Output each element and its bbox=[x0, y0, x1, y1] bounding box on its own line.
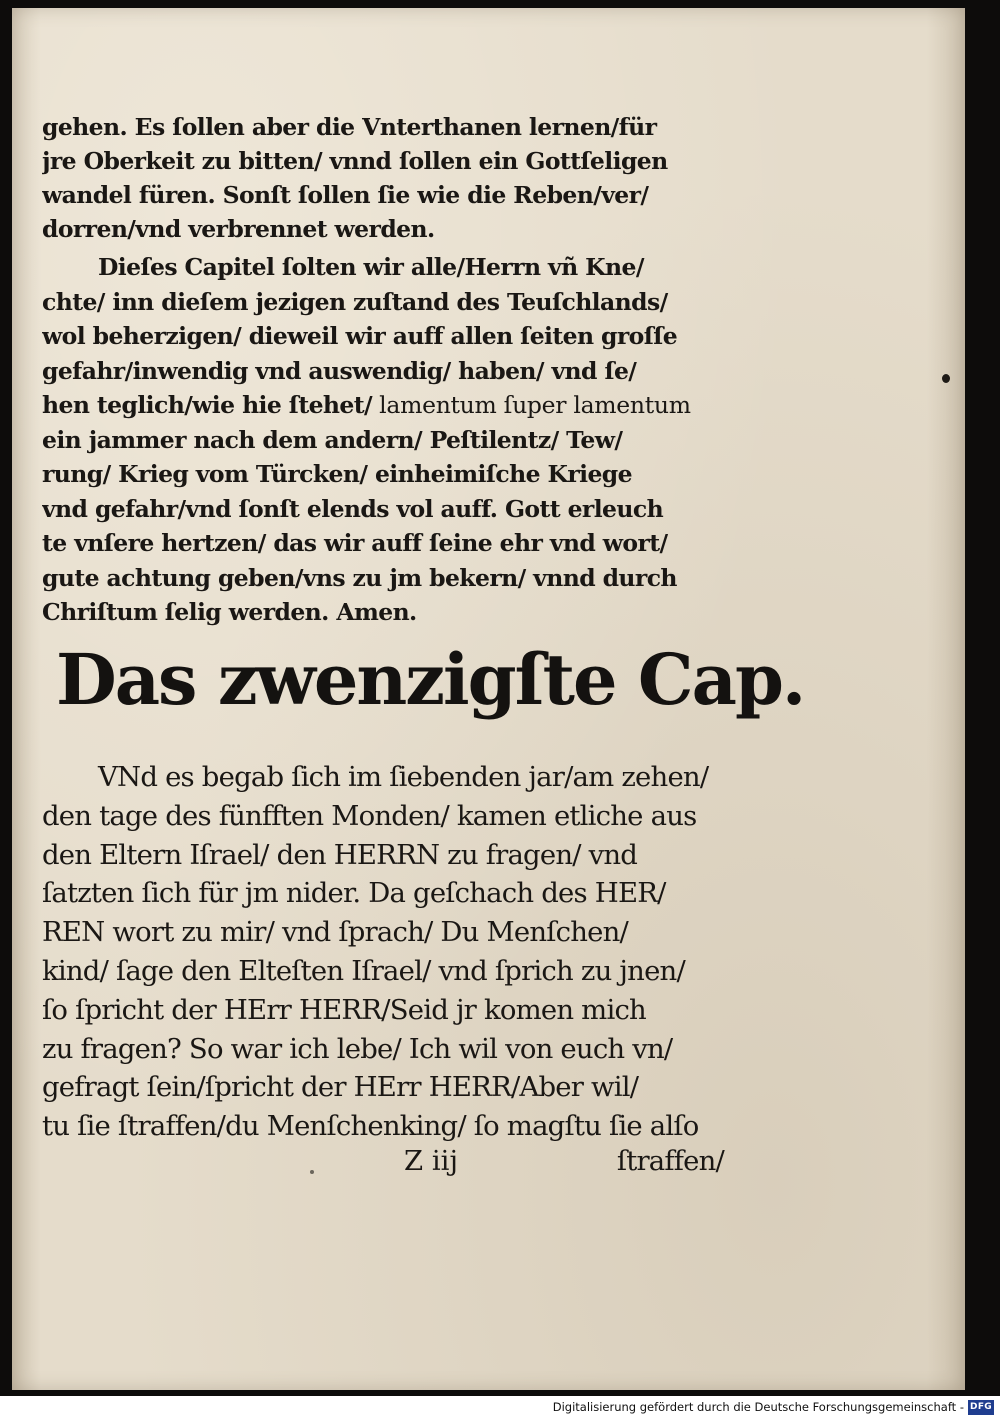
signature-mark: Z iij bbox=[404, 1145, 458, 1177]
text-line-mixed bbox=[42, 388, 732, 423]
ink-speck bbox=[942, 374, 950, 383]
text-line: REN wort zu mir/ vnd ſprach/ Du Menſchen/ bbox=[42, 916, 629, 949]
text-line: zu fragen? So war ich lebe/ Ich wil von euch vn/ bbox=[42, 1032, 673, 1065]
catchword: ſtraffen/ bbox=[616, 1145, 724, 1177]
text-line: ſo ſpricht der HErr HERR/Seid jr komen mich bbox=[42, 993, 646, 1026]
text-line: wandel füren. Sonſt ſollen ſie wie die Reben/ver/ bbox=[42, 181, 649, 209]
page-footer bbox=[42, 1145, 732, 1189]
dfg-logo-icon: DFG bbox=[968, 1400, 994, 1415]
chapter-text bbox=[42, 758, 788, 1146]
text-line: wol beherzigen/ dieweil wir auff allen ſeiten groſſe bbox=[42, 322, 678, 350]
text-line: Chriſtum ſelig werden. Amen. bbox=[42, 598, 417, 626]
book-page bbox=[12, 8, 965, 1390]
text-line: dorren/vnd verbrennet werden. bbox=[42, 215, 435, 243]
text-line: jre Oberkeit zu bitten/ vnnd ſollen ein Gottſeligen bbox=[42, 147, 668, 175]
paragraph-continuation bbox=[42, 110, 732, 246]
paragraph-exhortation bbox=[42, 250, 788, 630]
text-line: gute achtung geben/vns zu jm bekern/ vnnd durch bbox=[42, 563, 677, 592]
text-line: den Eltern Iſrael/ den HERRN zu fragen/ vnd bbox=[42, 838, 638, 871]
text-line: kind/ ſage den Elteſten Iſrael/ vnd ſprich zu jnen/ bbox=[42, 954, 685, 987]
text-line: vnd gefahr/vnd ſonſt elends vol auff. Gott erleuch bbox=[42, 494, 664, 523]
text-line: tu ſie ſtraffen/du Menſchenking/ ſo magſtu ſie alſo bbox=[42, 1110, 699, 1143]
text-line: den tage des fünfften Monden/ kamen etliche aus bbox=[42, 799, 697, 832]
fraktur-segment: hen teglich/wie hie ſtehet/ bbox=[42, 391, 373, 419]
text-line: gefragt ſein/ſpricht der HErr HERR/Aber wil/ bbox=[42, 1071, 639, 1104]
text-line: VNd es begab ſich im ſiebenden jar/am zehen/ bbox=[98, 761, 709, 793]
digitization-credit-bar bbox=[0, 1396, 1000, 1419]
credit-text: Digitalisierung gefördert durch die Deutsche Forschungsgemeinschaft - bbox=[552, 1400, 964, 1414]
text-line: gehen. Es ſollen aber die Vnterthanen lernen/für bbox=[42, 113, 657, 141]
chapter-heading: Das zwenzigſte Cap. bbox=[56, 638, 805, 721]
latin-phrase: lamentum ſuper lamentum bbox=[372, 391, 691, 419]
text-line: gefahr/inwendig vnd auswendig/ haben/ vnd ſe/ bbox=[42, 356, 637, 385]
ink-speck bbox=[310, 1170, 314, 1174]
text-line: Dieſes Capitel ſolten wir alle/Herrn vñ Kne/ bbox=[98, 253, 644, 281]
text-line: rung/ Krieg vom Türcken/ einheimiſche Kriege bbox=[42, 460, 632, 488]
text-line: te vnſere hertzen/ das wir auff ſeine ehr vnd wort/ bbox=[42, 529, 668, 557]
text-line: chte/ inn dieſem jezigen zuſtand des Teuſchlands/ bbox=[42, 287, 668, 316]
text-line: ein jammer nach dem andern/ Peſtilentz/ Tew/ bbox=[42, 425, 623, 454]
text-line: ſatzten ſich für jm nider. Da geſchach des HER/ bbox=[42, 877, 666, 910]
